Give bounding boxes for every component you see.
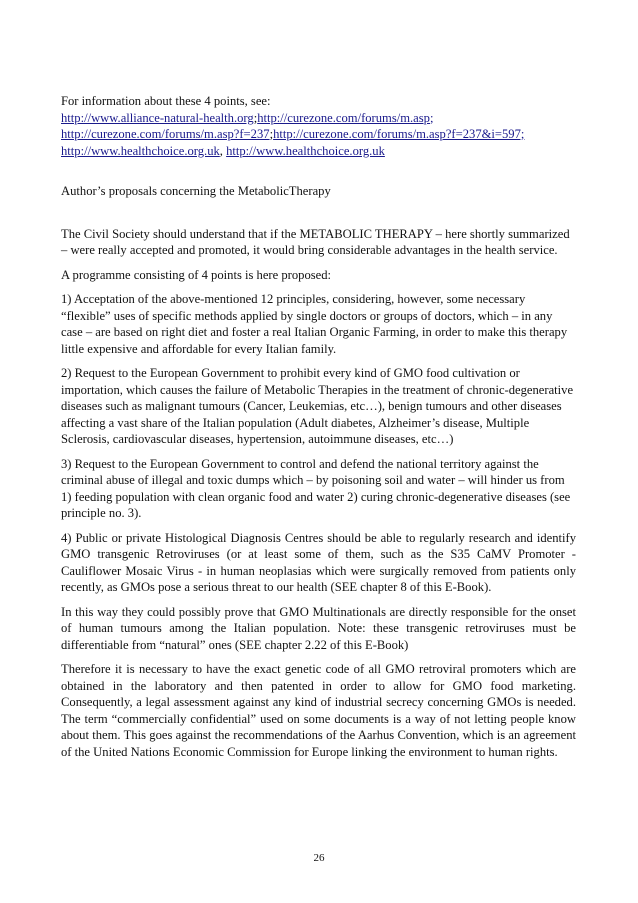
link-separator: , [219, 143, 227, 158]
link-alliance[interactable]: http://www.alliance-natural-health.org [61, 110, 254, 125]
link-healthchoice-2[interactable]: http://www.healthchoice.org.uk [226, 143, 385, 158]
link-curezone[interactable]: http://curezone.com/forums/m.asp; [257, 110, 434, 125]
paragraph-genetic-code: Therefore it is necessary to have the exact genetic code of all GMO retroviral promoters which are obtained in the laboratory and then patented in order to allow for GMO food marketing. Consequently, a legal assessment against any kind of industrial secrecy concerning GMOs is needed. The term “commercially confidential” used on some documents is a way of not letting people know about them. This goes against the recommendations of the Aarhus Convention, which is an agreement of the United Nations Economic Commission for Europe linking the environment to human rights. [61, 662, 576, 759]
link-curezone-f237[interactable]: http://curezone.com/forums/m.asp?f=237 [61, 127, 270, 141]
paragraph-point-1: 1) Acceptation of the above-mentioned 12 principles, considering, however, some necessary “flexible” uses of specific methods applied by single doctors or groups of doctors, which – in any case – are based on right diet and foster a real Italian Organic Farming, in order to make this therapy little expensive and affordable for every Italian family. [61, 292, 568, 356]
link-healthchoice[interactable]: http://www.healthchoice.org.uk [61, 143, 220, 158]
paragraph-civil-society: The Civil Society should understand that if the METABOLIC THERAPY – here shortly summarized – were really accepted and promoted, it would bring considerable advantages in the health service. [61, 226, 570, 257]
link-separator: ; [269, 127, 274, 141]
paragraph-point-4: 4) Public or private Histological Diagnosis Centres should be able to regularly research and identify GMO transgenic Retroviruses (or at least some of them, such as the S35 CaMV Promoter - Cauliflower Mosaic Virus - in human neoplasias which were surgically removed from patients only recently, as GMOs pose a serious threat to our health (SEE chapter 8 of this E-Book). [61, 530, 576, 594]
info-intro: For information about these 4 points, see: [61, 94, 271, 108]
reference-links [61, 110, 576, 160]
section-title: Author’s proposals concerning the MetabolicTherapy [61, 184, 331, 198]
link-separator: ; [253, 110, 258, 125]
page-number: 26 [313, 852, 325, 864]
link-curezone-f237-i597[interactable]: http://curezone.com/forums/m.asp?f=237&i=597; [273, 127, 525, 141]
paragraph-multinationals: In this way they could possibly prove that GMO Multinationals are directly responsible for the onset of human tumours among the Italian population. Note: these transgenic retroviruses must be differentiable from “natural” ones (SEE chapter 2.22 of this E-Book) [61, 604, 576, 652]
paragraph-point-2: 2) Request to the European Government to prohibit every kind of GMO food cultivation or importation, which causes the failure of Metabolic Therapies in the treatment of chronic-degenerative diseases such as malignant tumours (Cancer, Leukemias, etc…), benign tumours and other diseases affecting a vast share of the Italian population (Adult diabetes, Alzheimer’s disease, Multiple Sclerosis, cardiovascular diseases, hypertension, autoimmune diseases, etc…) [61, 366, 574, 446]
document-body [61, 93, 576, 760]
paragraph-point-3: 3) Request to the European Government to control and defend the national territory against the criminal abuse of illegal and toxic dumps which – by poisoning soil and water – will hinder us from 1) feeding population with clean organic food and water 2) curing chronic-degenerative diseases (see principle no. 3). [61, 456, 571, 520]
paragraph-programme: A programme consisting of 4 points is here proposed: [61, 267, 332, 282]
